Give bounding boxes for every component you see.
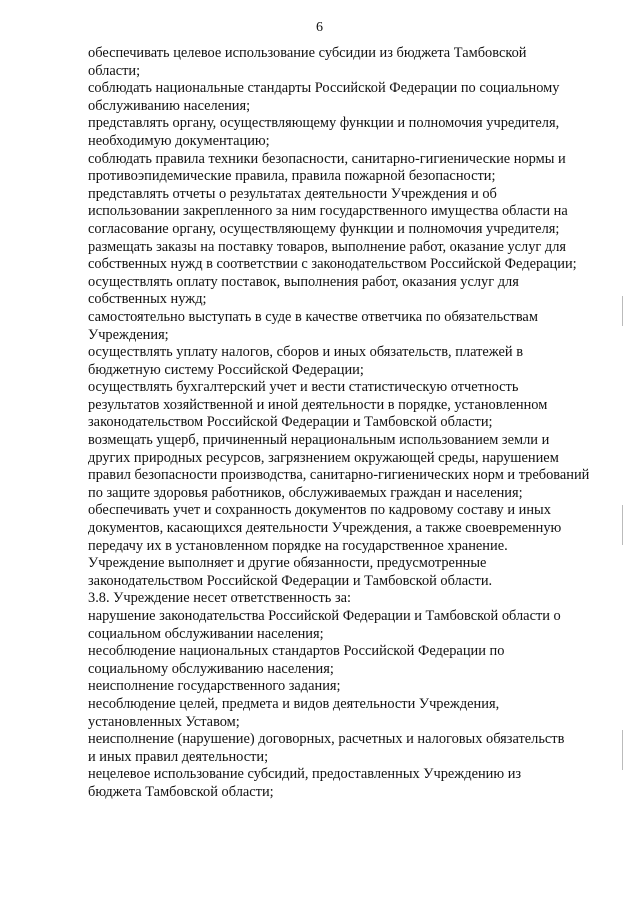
- page-number: 6: [316, 20, 323, 35]
- paragraph: осуществлять бухгалтерский учет и вести статистическую отчетность результатов хозяйственной и иной деятельности в порядке, установленном законодательством Российской Федерации и Тамбовской области;: [88, 379, 548, 431]
- paragraph: представлять органу, осуществляющему функции и полномочия учредителя, необходимую документацию;: [88, 115, 560, 149]
- paragraph: представлять отчеты о результатах деятельности Учреждения и об использовании закрепленного за ним государственного имущества области на согласование органу, осуществляющему функции и полномочия учредителя;: [88, 185, 568, 237]
- paragraph: самостоятельно выступать в суде в качестве ответчика по обязательствам Учреждения;: [88, 308, 538, 343]
- paragraph: осуществлять уплату налогов, сборов и иных обязательств, платежей в бюджетную систему Российской Федерации;: [88, 344, 524, 378]
- document-body: [88, 45, 596, 802]
- paragraph: осуществлять оплату поставок, выполнения работ, оказания услуг для собственных нужд;: [88, 273, 519, 308]
- paragraph: обеспечивать целевое использование субсидии из бюджета Тамбовской области;: [88, 45, 527, 79]
- paragraph: Учреждение выполняет и другие обязанности, предусмотренные законодательством Российской Федерации и Тамбовской области.: [88, 555, 493, 589]
- scan-artifact-mark: [622, 296, 623, 326]
- paragraph: нецелевое использование субсидий, предоставленных Учреждению из бюджета Тамбовской области;: [88, 766, 522, 800]
- scan-artifact-mark: [622, 505, 623, 545]
- paragraph: соблюдать национальные стандарты Российской Федерации по социальному обслуживанию населения;: [88, 80, 560, 114]
- paragraph: 3.8. Учреждение несет ответственность за:: [88, 590, 352, 607]
- scan-artifact-mark: [622, 730, 623, 770]
- paragraph: неисполнение (нарушение) договорных, расчетных и налоговых обязательств и иных правил деятельности;: [88, 731, 565, 765]
- paragraph: обеспечивать учет и сохранность документов по кадровому составу и иных документов, касающихся деятельности Учреждения, а также своевременную передачу их в установленном порядке на государственное хранение.: [88, 502, 562, 554]
- paragraph: нарушение законодательства Российской Федерации и Тамбовской области о социальном обслуживании населения;: [88, 608, 561, 642]
- paragraph: несоблюдение национальных стандартов Российской Федерации по социальному обслуживанию населения;: [88, 643, 505, 677]
- paragraph: возмещать ущерб, причиненный нерациональным использованием земли и других природных ресурсов, загрязнением окружающей среды, нарушением правил безопасности производства, санитарно-гигиенических норм и требований по защите здоровья работников, обслуживаемых граждан и населения;: [88, 432, 590, 501]
- paragraph: размещать заказы на поставку товаров, выполнение работ, оказание услуг для собственных нужд в соответствии с законодательством Российской Федерации;: [88, 238, 577, 273]
- paragraph: соблюдать правила техники безопасности, санитарно-гигиенические нормы и противоэпидемические правила, правила пожарной безопасности;: [88, 150, 566, 185]
- paragraph: несоблюдение целей, предмета и видов деятельности Учреждения, установленных Уставом;: [88, 695, 500, 730]
- paragraph: неисполнение государственного задания;: [88, 678, 341, 695]
